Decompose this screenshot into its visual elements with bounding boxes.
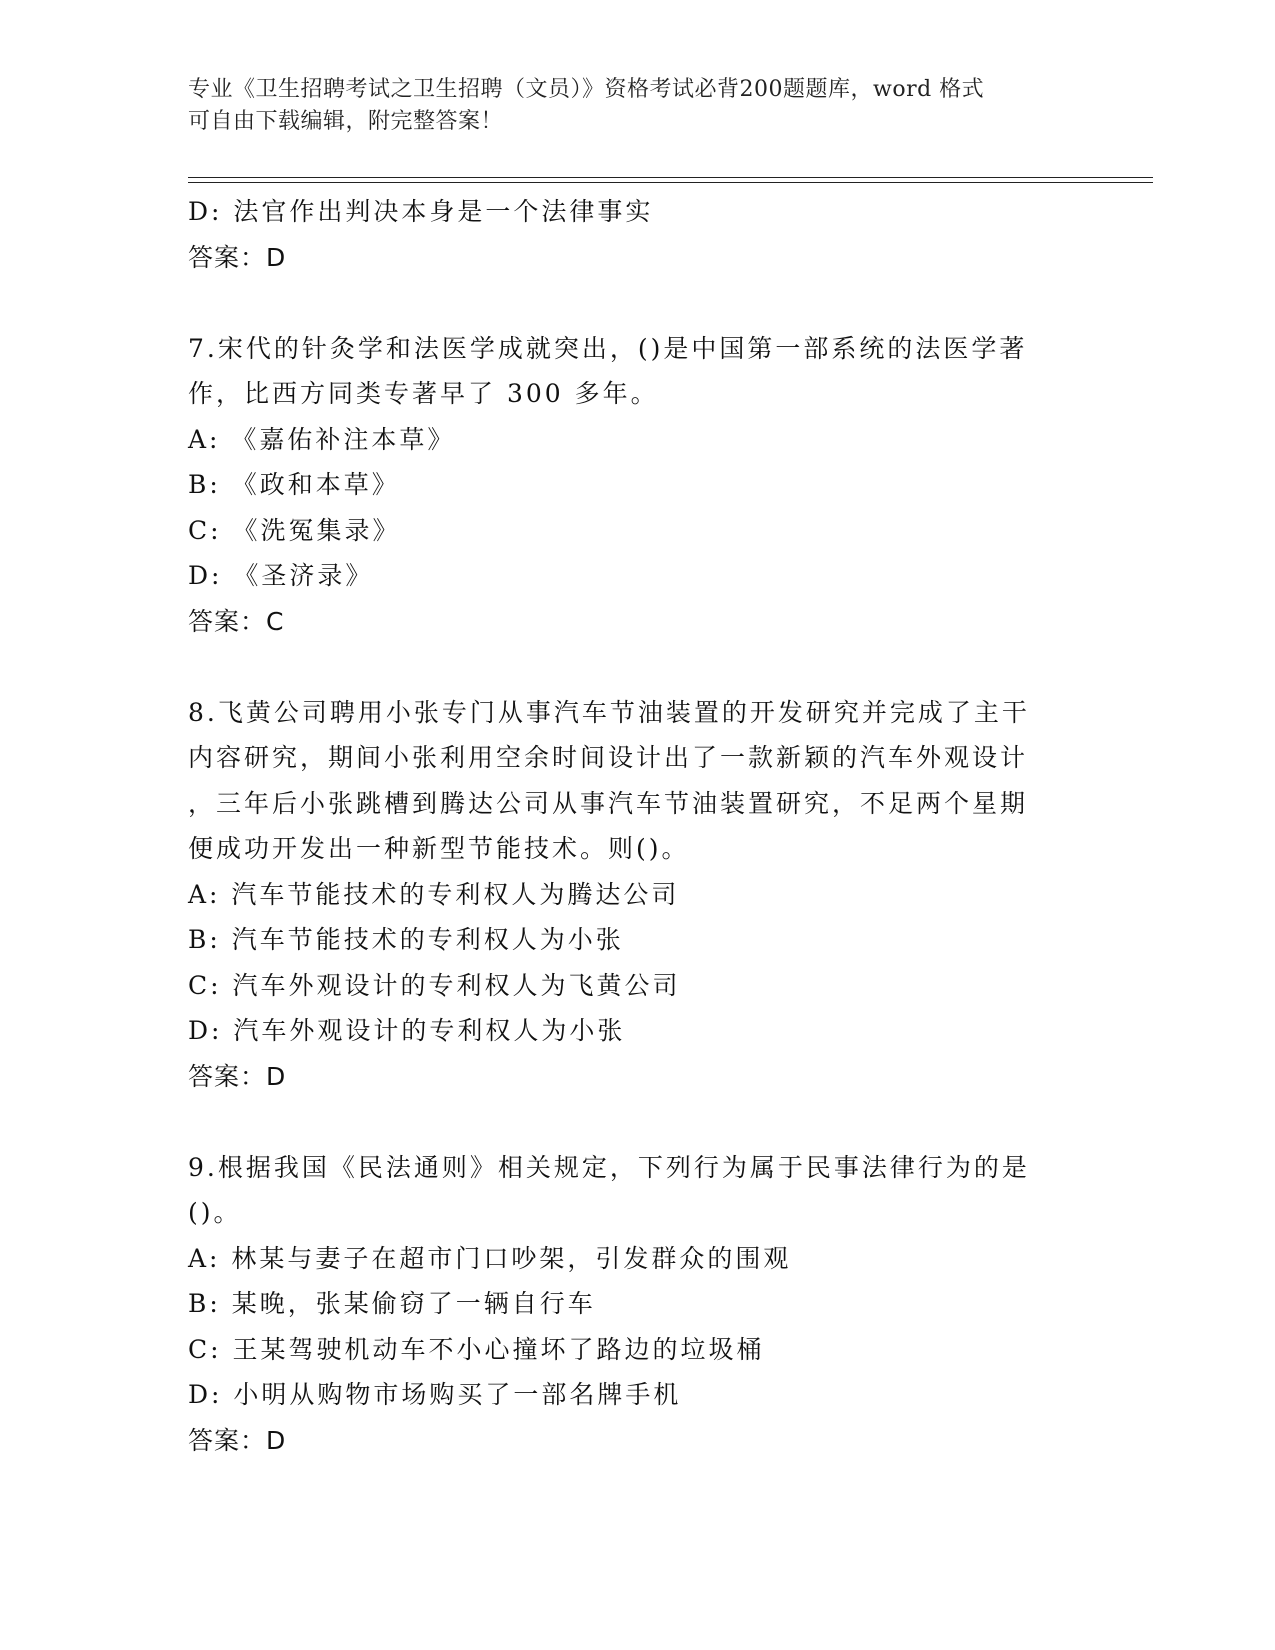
prev-question-option-d: D: 法官作出判决本身是一个法律事实 [188,197,654,226]
question-stem: 内容研究，期间小张利用空余时间设计出了一款新颖的汽车外观设计 [188,743,1029,772]
spacer [188,1099,1068,1145]
question-8 [188,690,1068,1100]
question-stem: 7.宋代的针灸学和法医学成就突出，()是中国第一部系统的法医学著 [188,333,1028,363]
spacer [188,644,1068,690]
question-content [188,189,1068,1463]
option-d: D: 《圣济录》 [188,561,374,590]
option-a: A: 汽车节能技术的专利权人为腾达公司 [188,879,680,909]
option-c: C: 《洗冤集录》 [188,515,401,545]
option-a: A: 《嘉佑补注本草》 [188,424,456,454]
question-stem: ，三年后小张跳槽到腾达公司从事汽车节油装置研究，不足两个星期 [188,788,1029,818]
option-b: B: 汽车节能技术的专利权人为小张 [188,925,624,954]
option-b: B: 《政和本草》 [188,470,400,499]
header-line-1: 专业《卫生招聘考试之卫生招聘（文员）》资格考试必背200题题库，word 格式 [188,77,985,102]
option-c: C: 汽车外观设计的专利权人为飞黄公司 [188,970,681,1000]
option-b: B: 某晚，张某偷窃了一辆自行车 [188,1289,596,1318]
spacer [188,280,1068,326]
answer: 答案：C [188,606,285,636]
page-header [188,74,1068,138]
header-divider-bottom [188,182,1153,183]
question-stem: ()。 [188,1198,242,1227]
question-7 [188,326,1068,645]
prev-question-answer: 答案：D [188,242,287,272]
header-divider-top [188,177,1153,178]
header-line-2: 可自由下载编辑，附完整答案！ [188,109,504,134]
option-c: C: 王某驾驶机动车不小心撞坏了路边的垃圾桶 [188,1334,765,1364]
question-stem: 8.飞黄公司聘用小张专门从事汽车节油装置的开发研究并完成了主干 [188,697,1030,727]
answer: 答案：D [188,1061,287,1091]
question-stem: 9.根据我国《民法通则》相关规定，下列行为属于民事法律行为的是 [188,1152,1030,1182]
answer: 答案：D [188,1425,287,1455]
question-stem: 作，比西方同类专著早了 300 多年。 [188,379,659,408]
question-stem: 便成功开发出一种新型节能技术。则()。 [188,834,690,863]
option-a: A: 林某与妻子在超市门口吵架，引发群众的围观 [188,1243,792,1273]
question-9 [188,1145,1068,1464]
option-d: D: 小明从购物市场购买了一部名牌手机 [188,1380,682,1409]
option-d: D: 汽车外观设计的专利权人为小张 [188,1016,626,1045]
